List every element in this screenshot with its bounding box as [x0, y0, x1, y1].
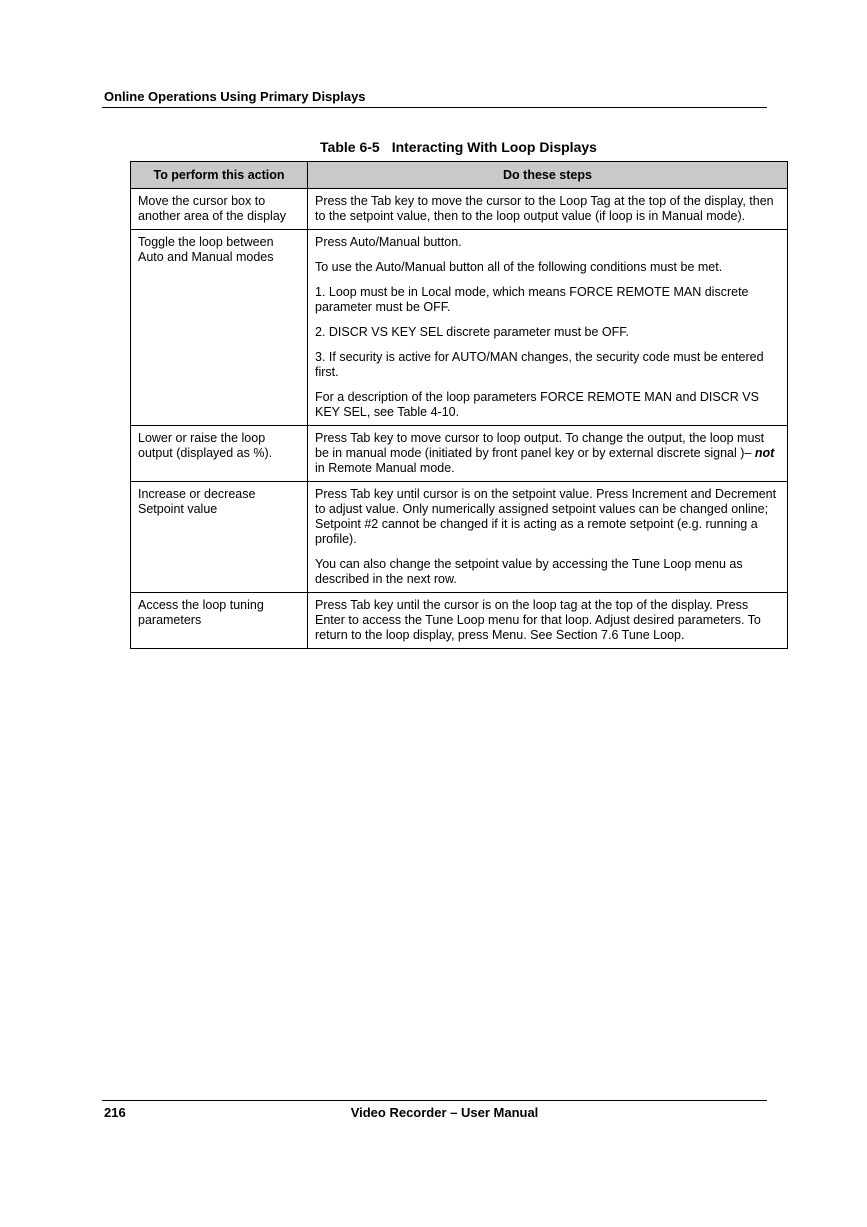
action-cell: Move the cursor box to another area of the display — [131, 189, 308, 230]
loop-displays-table — [130, 161, 788, 649]
action-cell: Lower or raise the loop output (displayed as %). — [131, 426, 308, 482]
table-header-row — [131, 162, 788, 189]
step-text: Press Tab key until cursor is on the setpoint value. Press Increment and Decrement to adjust value. Only numerically assigned setpoint values can be changed online; Setpoint #2 cannot be changed if it is acting as a remote setpoint (e.g. running a profile). — [315, 487, 777, 546]
footer-divider — [102, 1100, 767, 1101]
action-cell: Increase or decrease Setpoint value — [131, 482, 308, 593]
steps-cell — [308, 426, 788, 482]
steps-cell — [308, 593, 788, 649]
running-footer-title: Video Recorder – User Manual — [350, 1105, 539, 1120]
table-caption — [130, 139, 787, 155]
table-caption-title: Interacting With Loop Displays — [391, 139, 597, 155]
column-header-action: To perform this action — [131, 162, 308, 189]
header-divider — [102, 107, 767, 108]
table-row — [131, 426, 788, 482]
action-cell: Access the loop tuning parameters — [131, 593, 308, 649]
step-text: 2. DISCR VS KEY SEL discrete parameter must be OFF. — [315, 325, 630, 339]
steps-cell — [308, 189, 788, 230]
table-row — [131, 482, 788, 593]
step-text: You can also change the setpoint value by accessing the Tune Loop menu as described in the next row. — [315, 557, 743, 586]
step-text-end: in Remote Manual mode. — [315, 461, 455, 475]
table-row — [131, 189, 788, 230]
action-cell: Toggle the loop between Auto and Manual modes — [131, 230, 308, 426]
steps-cell — [308, 482, 788, 593]
steps-cell — [308, 230, 788, 426]
step-text: Press the Tab key to move the cursor to the Loop Tag at the top of the display, then to the setpoint value, then to the loop output value (if loop is in Manual mode). — [315, 194, 774, 223]
step-text: For a description of the loop parameters FORCE REMOTE MAN and DISCR VS KEY SEL, see Table 4-10. — [315, 390, 759, 419]
page-number: 216 — [104, 1105, 126, 1120]
step-text — [315, 431, 780, 476]
table-caption-number: Table 6-5 — [320, 139, 380, 155]
running-header: Online Operations Using Primary Displays — [104, 89, 366, 104]
step-text: Press Auto/Manual button. — [315, 235, 462, 249]
step-text-start: Press Tab key to move cursor to loop output. To change the output, the loop must be in manual mode (initiated by front panel key or by external discrete signal )– — [315, 431, 765, 460]
step-text-emphasis: not — [754, 446, 775, 460]
step-text: To use the Auto/Manual button all of the following conditions must be met. — [315, 260, 723, 274]
table-row — [131, 230, 788, 426]
table-row — [131, 593, 788, 649]
column-header-steps: Do these steps — [308, 162, 788, 189]
step-text: 1. Loop must be in Local mode, which means FORCE REMOTE MAN discrete parameter must be OFF. — [315, 285, 749, 314]
step-text: 3. If security is active for AUTO/MAN changes, the security code must be entered first. — [315, 350, 764, 379]
step-text: Press Tab key until the cursor is on the loop tag at the top of the display. Press Enter to access the Tune Loop menu for that loop. Adjust desired parameters. To return to the loop display, press Menu. See Section 7.6 Tune Loop. — [315, 598, 761, 642]
